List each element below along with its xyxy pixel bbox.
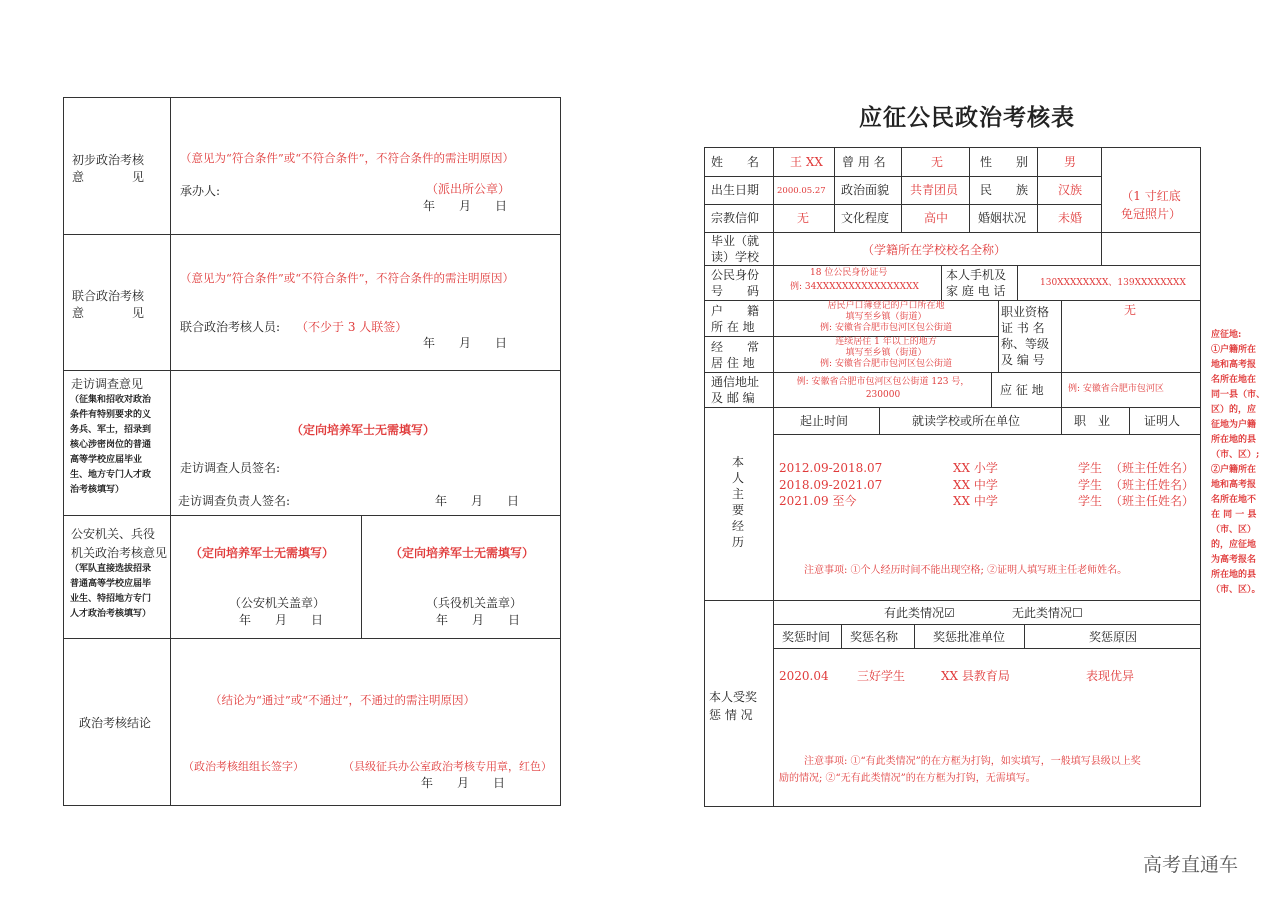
alias-label: 曾 用 名: [842, 155, 886, 169]
police-note-line: （军队直接选拔招录: [70, 564, 152, 574]
side-note-line: 的，应征地: [1211, 540, 1257, 550]
award-row-unit: XX 县教育局: [941, 669, 1010, 683]
award-has-option[interactable]: 有此类情况☑: [884, 606, 955, 620]
experience-label-char: 要: [731, 503, 744, 517]
award-row-reason: 表现优异: [1086, 669, 1135, 683]
experience-label-char: 本: [731, 455, 744, 469]
exp-row-witness: （班主任姓名）: [1110, 478, 1195, 492]
police-station-stamp-note: （派出所公章）: [426, 182, 511, 196]
ethnic-label: 民 族: [980, 183, 1029, 197]
joint-opinion-note: （意见为“符合条件”或“不符合条件”，不符合条件的需注明原因）: [180, 271, 515, 285]
experience-label-char: 主: [731, 487, 744, 501]
reside-value-line: 连续居住 1 年以上的地方: [835, 337, 937, 347]
reside-label: [711, 340, 759, 370]
form-title: 应征公民政治考核表: [859, 104, 1075, 131]
military-date: 年 月 日: [436, 613, 521, 627]
awards-label: [709, 690, 757, 722]
political-value: 共青团员: [910, 183, 959, 197]
side-note-line: 所在地的县: [1211, 435, 1257, 445]
photo-note-line: 免冠照片）: [1120, 207, 1181, 221]
exp-header-job: 职 业: [1074, 414, 1111, 428]
school-label-line: 读）学校: [711, 250, 760, 264]
qual-label-line: 称、等级: [1001, 337, 1050, 351]
visit-note-line: 务兵、军士，招录到: [70, 425, 152, 435]
enlist-side-note: [1211, 330, 1271, 596]
address-value: [776, 377, 990, 401]
joint-staff-label: 联合政治考核人员:: [180, 320, 281, 334]
joint-date: 年 月 日: [423, 336, 508, 350]
side-note-line: 同一县（市、: [1211, 390, 1266, 400]
conclusion-note: （结论为“通过”或“不通过”，不通过的需注明原因）: [210, 693, 476, 707]
award-none-option[interactable]: 无此类情况☐: [1012, 606, 1083, 620]
visit-note: （定向培养军士无需填写）: [291, 423, 436, 437]
visit-note-line: 高等学校应届毕业: [70, 455, 143, 465]
qualification-value: 无: [1124, 303, 1137, 317]
police-date: 年 月 日: [239, 613, 324, 627]
award-note-line2: 励的情况; ②“无有此类情况”的在方框为打钩，无需填写。: [779, 773, 1036, 784]
exp-row-period: 2021.09 至今: [779, 494, 857, 508]
award-header-name: 奖惩名称: [850, 630, 899, 644]
award-header-unit: 奖惩批准单位: [933, 630, 1006, 644]
exp-row-job: 学生: [1078, 478, 1103, 492]
experience-label: [729, 455, 747, 549]
visit-note-line: 治考核填写）: [70, 485, 125, 495]
birth-label: 出生日期: [711, 183, 760, 197]
police-note-left: （定向培养军士无需填写）: [190, 546, 335, 560]
alias-value: 无: [931, 155, 944, 169]
sex-label: 性 别: [980, 155, 1029, 169]
exp-header-period: 起止时间: [800, 414, 849, 428]
phone-label-line: 本人手机及: [946, 268, 1007, 282]
side-note-line: （市、区）。: [1211, 585, 1261, 595]
idcard-label: [711, 268, 759, 298]
ethnic-value: 汉族: [1058, 183, 1083, 197]
address-label: [711, 375, 759, 405]
conclusion-date: 年 月 日: [421, 776, 506, 790]
side-note-line: ②户籍所在: [1211, 465, 1257, 475]
address-value-line: 230000: [865, 390, 901, 400]
exp-row-school: XX 中学: [953, 494, 998, 508]
reside-value: [776, 337, 996, 370]
award-row-name: 三好学生: [857, 669, 906, 683]
enlist-value: 例: 安徽省合肥市包河区: [1068, 384, 1164, 394]
experience-label-char: 经: [731, 519, 744, 533]
side-note-line: 为高考报名: [1211, 555, 1257, 565]
idcard-value-line: 18 位公民身份证号: [810, 268, 888, 278]
police-note-line: 人才政治考核填写）: [70, 609, 152, 619]
visit-note-line: 核心涉密岗位的普通: [70, 440, 152, 450]
police-stamp-note: （公安机关盖章）: [229, 596, 326, 610]
initial-handler-label: 承办人:: [180, 184, 221, 198]
exp-header-witness: 证明人: [1144, 414, 1181, 428]
visit-sign-head: 走访调查负责人签名:: [178, 494, 291, 508]
experience-label-char: 人: [731, 471, 744, 485]
initial-label: [72, 153, 164, 184]
marital-label: 婚姻状况: [978, 211, 1027, 225]
exp-row-witness: （班主任姓名）: [1110, 461, 1195, 475]
joint-label: [72, 289, 144, 320]
conclusion-label: 政治考核结论: [79, 716, 152, 730]
exp-row-period: 2018.09-2021.07: [779, 478, 883, 492]
exp-header-school: 就读学校或所在单位: [912, 414, 1021, 428]
initial-label-line2: 意 见: [72, 170, 145, 184]
idcard-value: [790, 268, 919, 293]
address-label-line: 及 邮 编: [711, 391, 755, 405]
conclusion-stamp-note: （县级征兵办公室政治考核专用章，红色）: [343, 760, 552, 773]
joint-label-line1: 联合政治考核: [72, 289, 145, 303]
awards-label-line: 本人受奖: [709, 690, 758, 704]
qualification-label: [1001, 305, 1049, 367]
huji-label-line: 所 在 地: [711, 320, 755, 334]
birth-value: 2000.05.27: [777, 186, 826, 196]
side-note-line: 在 同 一 县: [1211, 510, 1257, 520]
exp-row-school: XX 小学: [953, 461, 998, 475]
police-label-title2: 机关政治考核意见: [71, 546, 168, 560]
award-note-line1: 注意事项: ①“有此类情况”的在方框为打钩，如实填写，一般填写县级以上奖: [804, 756, 1141, 767]
huji-label-line: 户 籍: [711, 304, 760, 318]
police-label-note: [70, 564, 168, 620]
idcard-label-line: 公民身份: [711, 268, 760, 282]
initial-opinion-note: （意见为“符合条件”或“不符合条件”，不符合条件的需注明原因）: [180, 151, 515, 165]
police-note-line: 业生、特招地方专门: [70, 594, 152, 604]
religion-label: 宗教信仰: [711, 211, 760, 225]
address-value-line: 例: 安徽省合肥市包河区包公街道 123 号，: [796, 377, 970, 387]
huji-value: [776, 301, 996, 334]
awards-label-line: 惩 情 况: [709, 708, 753, 722]
side-note-line: 区）的，应: [1211, 405, 1257, 415]
huji-value-line: 填写至乡镇（街道）: [845, 312, 927, 322]
award-row-time: 2020.04: [779, 669, 829, 683]
visit-note-line: 条件有特别要求的义: [70, 410, 152, 420]
exp-row-job: 学生: [1078, 494, 1103, 508]
huji-value-line: 居民户口簿登记的户口所在地: [827, 301, 945, 311]
phone-value: 130XXXXXXXX、139XXXXXXXX: [1040, 278, 1186, 288]
visit-sign-staff: 走访调查人员签名:: [180, 461, 281, 475]
exp-note: 注意事项: ①个人经历时间不能出现空格; ②证明人填写班主任老师姓名。: [804, 565, 1128, 576]
side-note-line: 地和高考报: [1211, 360, 1257, 370]
idcard-value-line: 例: 34XXXXXXXXXXXXXXXX: [790, 282, 919, 292]
police-note-line: 普通高等学校应届毕: [70, 579, 152, 589]
exp-row-job: 学生: [1078, 461, 1103, 475]
side-note-line: 名所在地在: [1211, 375, 1257, 385]
sex-value: 男: [1064, 155, 1077, 169]
initial-label-line1: 初步政治考核: [72, 153, 145, 167]
phone-label: [946, 268, 1006, 298]
exp-row-school: XX 中学: [953, 478, 998, 492]
award-header-time: 奖惩时间: [782, 630, 831, 644]
qual-label-line: 职业资格: [1001, 305, 1050, 319]
conclusion-sign-note: （政治考核组组长签字）: [183, 760, 304, 773]
police-note-right: （定向培养军士无需填写）: [390, 546, 535, 560]
side-note-line: （市、区）: [1211, 525, 1257, 535]
school-label: [711, 234, 759, 264]
side-note-line: 地和高考报: [1211, 480, 1257, 490]
qual-label-line: 及 编 号: [1001, 353, 1045, 367]
side-note-line: 征地为户籍: [1211, 420, 1257, 430]
exp-row-period: 2012.09-2018.07: [779, 461, 883, 475]
side-note-line: ①户籍所在: [1211, 345, 1257, 355]
phone-label-line: 家 庭 电 话: [946, 284, 1006, 298]
address-label-line: 通信地址: [711, 375, 760, 389]
initial-date: 年 月 日: [423, 199, 508, 213]
reside-label-line: 经 常: [711, 340, 760, 354]
visit-note-line: 生、地方专门人才政: [70, 470, 152, 480]
religion-value: 无: [797, 211, 810, 225]
huji-label: [711, 304, 759, 334]
name-value: 王 XX: [790, 155, 823, 169]
school-value: （学籍所在学校校名全称）: [862, 243, 1007, 257]
reside-label-line: 居 住 地: [711, 356, 755, 370]
idcard-label-line: 号 码: [711, 284, 760, 298]
visit-note-line: （征集和招收对政治: [70, 395, 152, 405]
military-stamp-note: （兵役机关盖章）: [426, 596, 523, 610]
police-label-title1: 公安机关、兵役: [71, 527, 156, 541]
side-note-line: 名所在地不: [1211, 495, 1257, 505]
experience-label-char: 历: [731, 535, 744, 549]
qual-label-line: 证 书 名: [1001, 321, 1045, 335]
school-label-line: 毕业（就: [711, 234, 760, 248]
visit-label-title: 走访调查意见: [71, 377, 144, 391]
side-note-line: （市、区）;: [1211, 450, 1260, 460]
education-label: 文化程度: [841, 211, 890, 225]
exp-row-witness: （班主任姓名）: [1110, 494, 1195, 508]
enlist-label: 应 征 地: [1000, 383, 1044, 397]
photo-placeholder: [1103, 189, 1199, 221]
huji-value-line: 例: 安徽省合肥市包河区包公街道: [820, 323, 952, 333]
side-note-line: 应征地:: [1211, 330, 1242, 340]
reside-value-line: 例: 安徽省合肥市包河区包公街道: [820, 359, 952, 369]
joint-label-line2: 意 见: [72, 306, 145, 320]
visit-date: 年 月 日: [435, 494, 520, 508]
visit-label-note: [70, 395, 168, 496]
side-note-line: 所在地的县: [1211, 570, 1257, 580]
photo-note-line: （1 寸红底: [1121, 189, 1181, 203]
political-label: 政治面貌: [841, 183, 890, 197]
award-header-reason: 奖惩原因: [1089, 630, 1138, 644]
marital-value: 未婚: [1058, 211, 1083, 225]
watermark: 高考直通车: [1143, 854, 1239, 876]
name-label: 姓 名: [711, 155, 760, 169]
joint-staff-note: （不少于 3 人联签）: [296, 320, 408, 334]
reside-value-line: 填写至乡镇（街道）: [845, 348, 927, 358]
education-value: 高中: [924, 211, 949, 225]
